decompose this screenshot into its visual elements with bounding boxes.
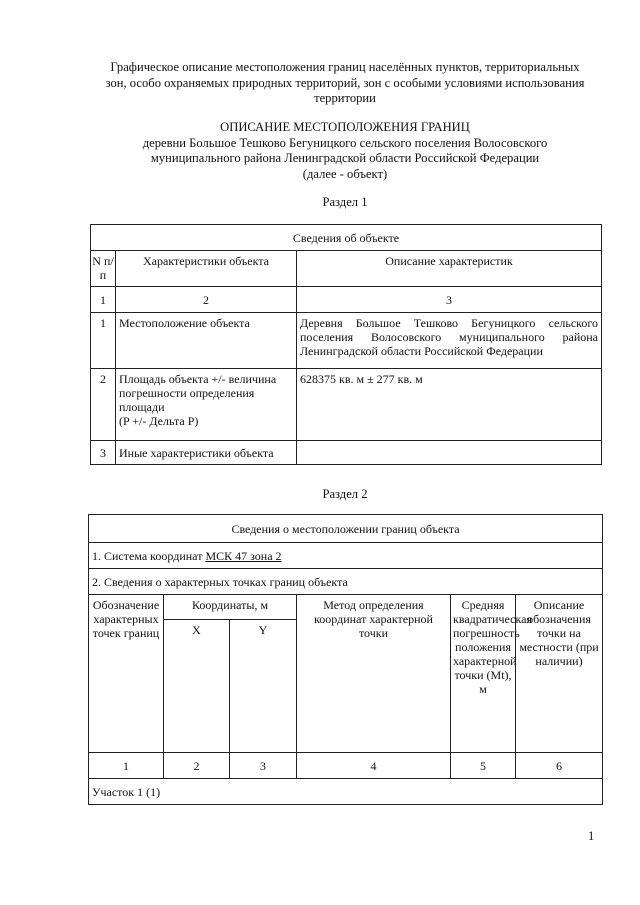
- table-row: [91, 313, 602, 369]
- document-title: [80, 120, 610, 182]
- title-main: ОПИСАНИЕ МЕСТОПОЛОЖЕНИЯ ГРАНИЦ: [220, 120, 470, 134]
- parcel-label: Участок 1 (1): [89, 779, 603, 805]
- title-line-1: деревни Большое Тешково Бегуницкого сельского поселения Волосовского: [142, 135, 548, 150]
- header-method: Метод определения координат характерной точки: [297, 595, 451, 753]
- header-coordinates: Координаты, м: [164, 595, 297, 620]
- column-number-2: 2: [116, 287, 297, 313]
- header-characteristics: Характеристики объекта: [116, 251, 297, 287]
- area-characteristic-text: Площадь объекта +/- величина погрешности определения площади: [119, 372, 277, 414]
- header-y: Y: [230, 620, 297, 753]
- boundary-table-title: Сведения о местоположении границ объекта: [89, 515, 603, 543]
- header-description: Описание характеристик: [297, 251, 602, 287]
- column-number-6: 6: [516, 753, 603, 779]
- table-row: [91, 369, 602, 441]
- title-line-2: муниципального района Ленинградской области Российской Федерации: [150, 151, 540, 165]
- header-point-designation: Обозначение характерных точек границ: [89, 595, 164, 753]
- row-description: 628375 кв. м ± 277 кв. м: [297, 369, 602, 441]
- row-characteristic: Иные характеристики объекта: [116, 441, 297, 465]
- row-description: Деревня Большое Тешково Бегуницкого сельского поселения Волосовского муниципального района Ленинградской области Российской Федерации: [297, 313, 602, 369]
- document-header: [80, 60, 610, 107]
- coordinate-system-prefix: 1. Система координат: [92, 548, 206, 563]
- header-line-1: Графическое описание местоположения границ населённых пунктов, территориальных: [110, 60, 580, 74]
- coordinate-system: [89, 543, 603, 569]
- row-characteristic: Местоположение объекта: [116, 313, 297, 369]
- title-line-3: (далее - объект): [302, 166, 388, 181]
- page-number: 1: [588, 829, 595, 843]
- column-number-5: 5: [451, 753, 516, 779]
- row-number: 3: [91, 441, 116, 465]
- coordinate-system-name: МСК 47 зона 2: [205, 548, 282, 563]
- table-row: [91, 441, 602, 465]
- row-description: [297, 441, 602, 465]
- column-number-3: 3: [297, 287, 602, 313]
- column-number-2: 2: [164, 753, 230, 779]
- row-number: 2: [91, 369, 116, 441]
- column-number-1: 1: [89, 753, 164, 779]
- section-1-label: Раздел 1: [322, 195, 368, 209]
- header-line-3: территории: [314, 91, 376, 105]
- column-number-1: 1: [91, 287, 116, 313]
- boundary-location-table: [88, 514, 603, 805]
- column-number-4: 4: [297, 753, 451, 779]
- row-characteristic: [116, 369, 297, 441]
- row-number: 1: [91, 313, 116, 369]
- object-info-table: [90, 224, 602, 465]
- header-x: X: [164, 620, 230, 753]
- area-formula: (P +/- Дельта P): [119, 414, 199, 428]
- header-mean-error: Средняя квадратическая погрешность положения характерной точки (Mt), м: [451, 595, 516, 753]
- points-section-title: 2. Сведения о характерных точках границ объекта: [89, 569, 603, 595]
- header-line-2: зон, особо охраняемых природных территорий, зон с особыми условиями использования: [105, 75, 585, 90]
- column-number-3: 3: [230, 753, 297, 779]
- section-2-label: Раздел 2: [322, 487, 368, 501]
- header-n: N п/п: [91, 251, 116, 287]
- object-info-title: Сведения об объекте: [91, 225, 602, 251]
- header-point-marking: Описание обозначения точки на местности (при наличии): [516, 595, 603, 753]
